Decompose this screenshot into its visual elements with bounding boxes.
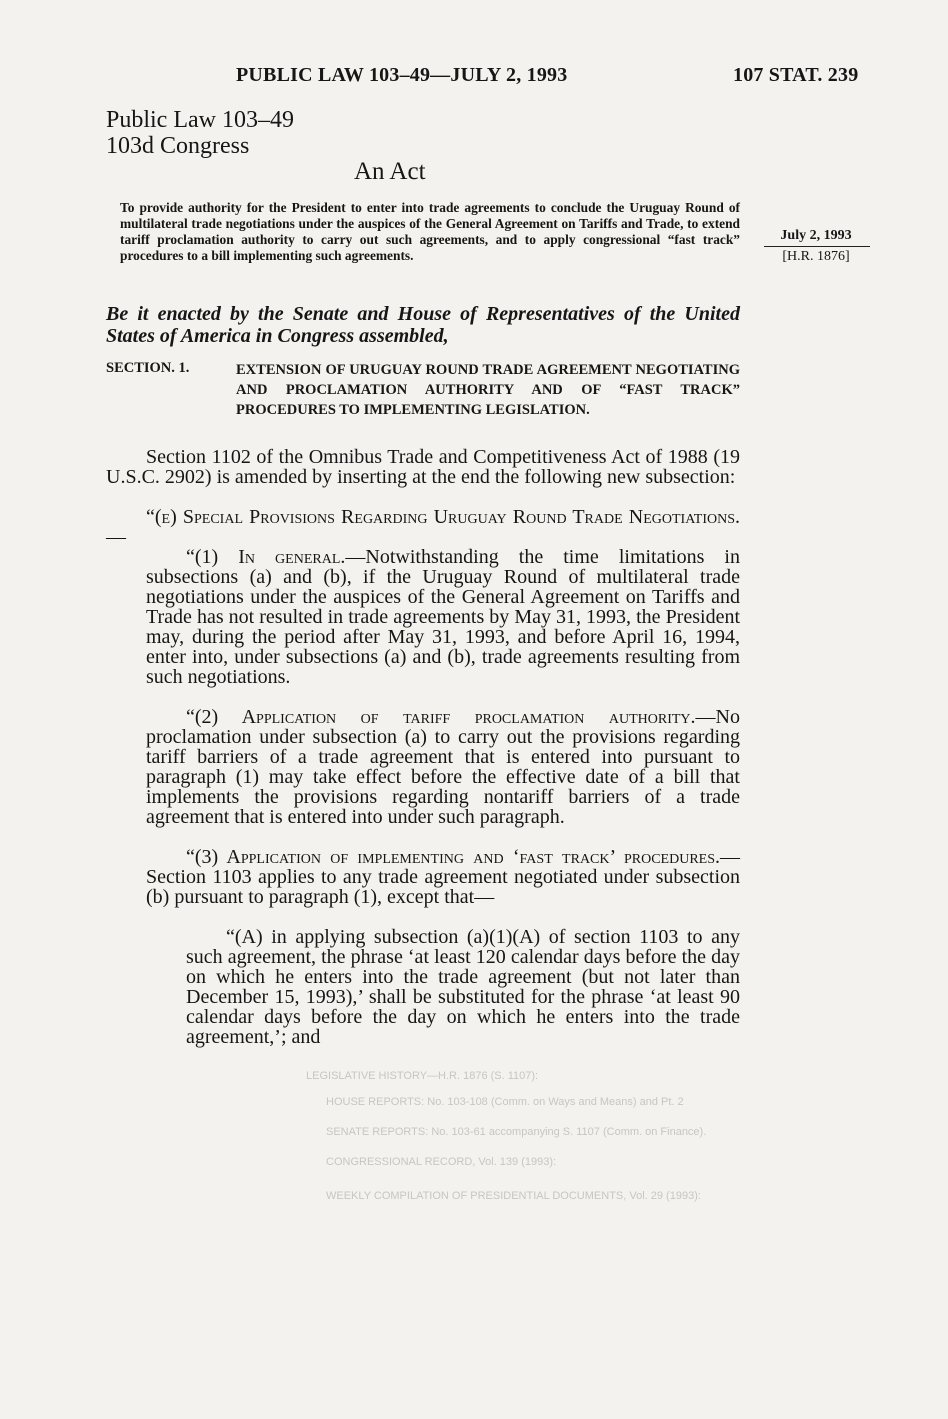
enacting-clause: Be it enacted by the Senate and House of Representatives of the United States of America in Congress assembled, (106, 303, 740, 347)
section-number: SECTION. 1. (106, 360, 190, 376)
paragraph-2 (146, 707, 740, 827)
purpose-paragraph: To provide authority for the President to enter into trade agreements to conclude the Uruguay Round of multilateral trade negotiations under the auspices of the General Agreement on Tariffs and Trade, to extend tariff proclamation authority to carry out such agreements, and to apply congressional “fast track” procedures to a bill implementing such agreements. (120, 200, 740, 263)
bleed-through-line: HOUSE REPORTS: No. 103-108 (Comm. on Ways and Means) and Pt. 2 (326, 1096, 684, 1108)
running-head: PUBLIC LAW 103–49—JULY 2, 1993 (236, 64, 568, 86)
subparagraph-a: “(A) in applying subsection (a)(1)(A) of section 1103 to any such agreement, the phrase ‘at least 120 calendar days before the day on which he enters into the trade agreement (but not later than December 15, 1993),’ shall be substituted for the phrase ‘at least 90 calendar days before the day on which he enters into the trade agreement,’; and (186, 926, 740, 1048)
paragraph-3-heading: “(3) Application of implementing and ‘fast track’ procedures.— (186, 846, 740, 868)
stat-citation: 107 STAT. 239 (733, 64, 859, 86)
paragraph-1-text: Notwithstanding the time limitations in subsections (a) and (b), if the Uruguay Round of multilateral trade negotiations under the auspices of the General Agreement on Tariffs and Trade has not resulted in trade agreements by May 31, 1993, the President may, during the period after May 31, 1993, and before April 16, 1994, enter into, under subsections (a) and (b), trade agreements resulting from such negotiations. (146, 546, 740, 688)
sidenote-rule (764, 246, 870, 247)
section-intro: Section 1102 of the Omnibus Trade and Competitiveness Act of 1988 (19 U.S.C. 2902) is amended by inserting at the end the following new subsection: (106, 446, 740, 488)
paragraph-1-heading: “(1) In general.— (186, 546, 366, 568)
bleed-through-line: CONGRESSIONAL RECORD, Vol. 139 (1993): (326, 1156, 557, 1168)
paragraph-2-heading: “(2) Application of tariff proclamation authority.— (186, 706, 716, 728)
bleed-through-line: SENATE REPORTS: No. 103-61 accompanying S. 1107 (Comm. on Finance). (326, 1126, 707, 1138)
bleed-through-line: WEEKLY COMPILATION OF PRESIDENTIAL DOCUMENTS, Vol. 29 (1993): (326, 1190, 701, 1202)
paragraph-3 (146, 847, 740, 907)
congress-title: 103d Congress (106, 133, 250, 159)
sidenote-date: July 2, 1993 (780, 228, 852, 243)
paragraph-2-text: No proclamation under subsection (a) to carry out the provisions regarding tariff barriers of a trade agreement that is entered into pursuant to paragraph (1) may take effect before the effective date of a bill that implements the provisions regarding nontariff barriers of a trade agreement that is entered into under such paragraph. (146, 706, 740, 828)
section-title: EXTENSION OF URUGUAY ROUND TRADE AGREEMENT NEGOTIATING AND PROCLAMATION AUTHORITY AND OF “FAST TRACK” PROCEDURES TO IMPLEMENTING LEGISLATION. (236, 362, 740, 418)
bleed-through-line: LEGISLATIVE HISTORY—H.R. 1876 (S. 1107): (306, 1070, 539, 1082)
paragraph-3-text: Section 1103 applies to any trade agreement negotiated under subsection (b) pursuant to paragraph (1), except that— (146, 866, 740, 908)
sidenote-bill: [H.R. 1876] (782, 249, 850, 264)
subsection-e-heading: “(e) Special Provisions Regarding Uruguay Round Trade Negotiations.— (106, 506, 740, 548)
act-heading: An Act (354, 158, 426, 185)
public-law-title: Public Law 103–49 (106, 107, 294, 133)
paragraph-1 (146, 547, 740, 687)
